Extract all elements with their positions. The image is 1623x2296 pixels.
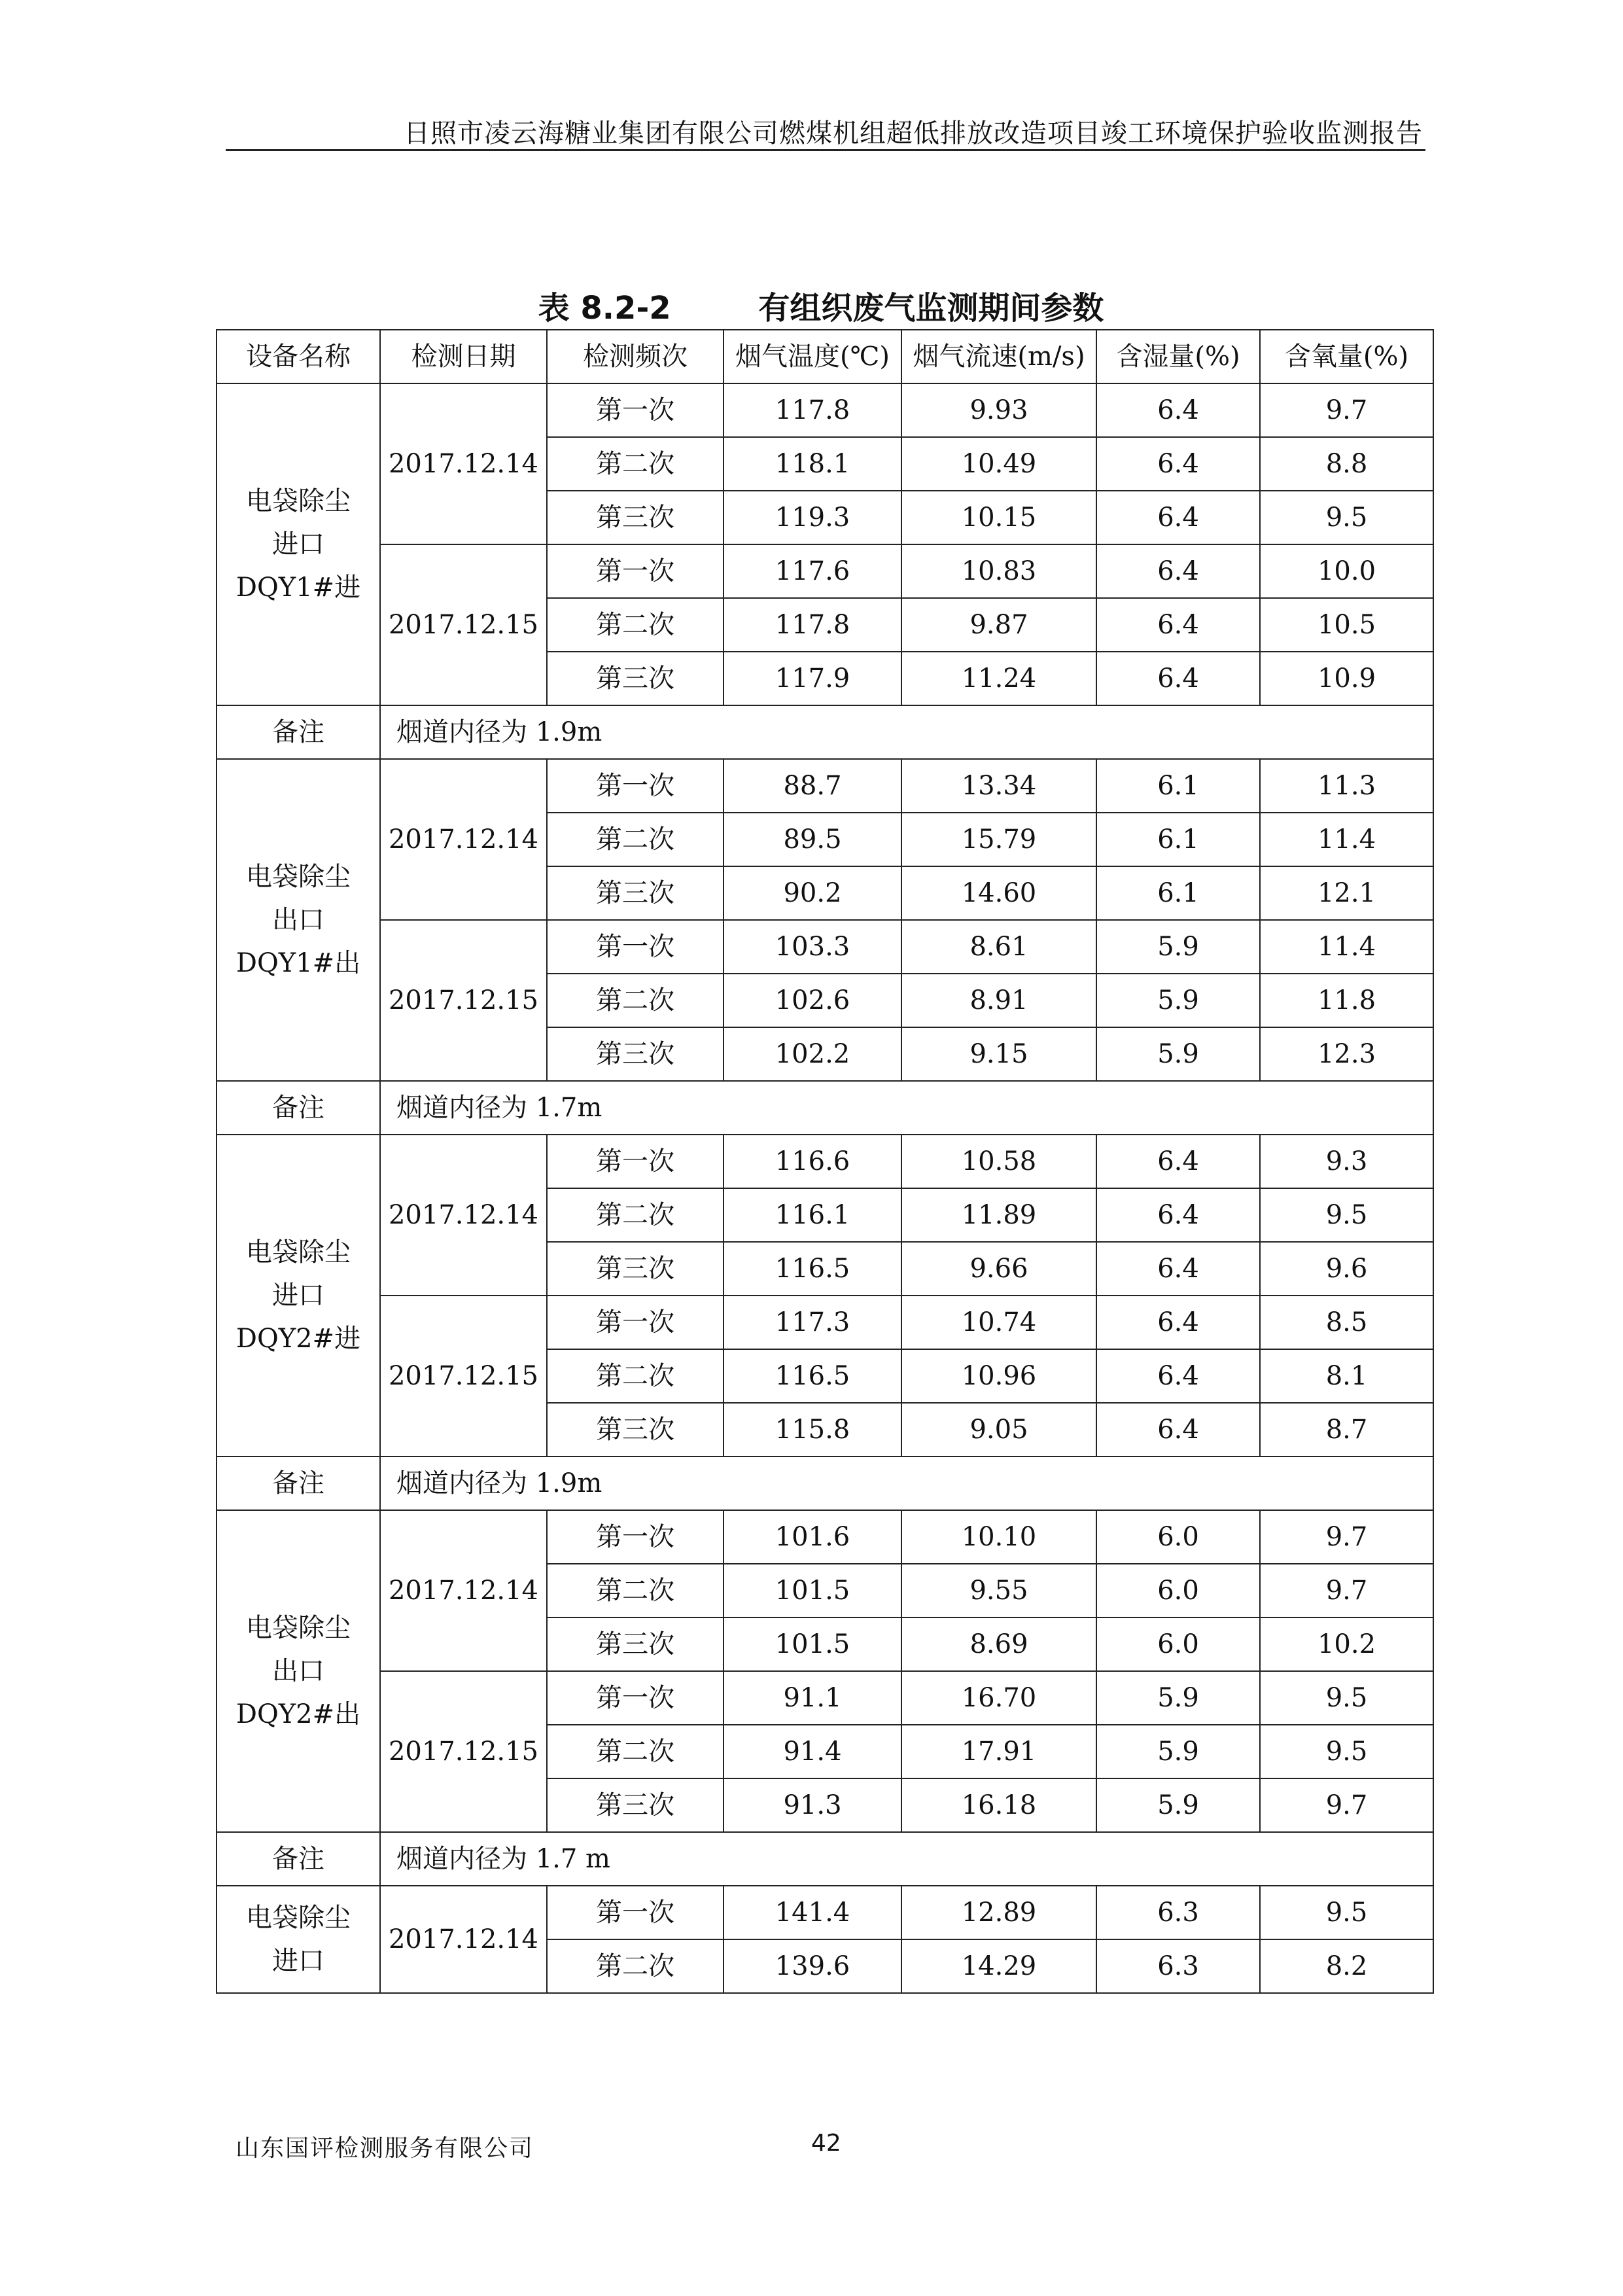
velocity-cell: 15.79 (901, 813, 1096, 866)
column-header: 检测频次 (547, 330, 724, 383)
oxygen-cell: 9.5 (1260, 491, 1433, 544)
equipment-name-cell (217, 759, 380, 1081)
note-label-cell: 备注 (217, 1832, 380, 1886)
temperature-cell: 117.8 (724, 383, 901, 437)
temperature-cell: 116.1 (724, 1188, 901, 1242)
temperature-cell: 90.2 (724, 866, 901, 920)
frequency-cell: 第二次 (547, 1564, 724, 1617)
frequency-cell: 第二次 (547, 974, 724, 1027)
note-text-cell: 烟道内径为 1.9m (380, 705, 1433, 759)
frequency-cell: 第一次 (547, 1886, 724, 1939)
oxygen-cell: 10.5 (1260, 598, 1433, 652)
temperature-cell: 119.3 (724, 491, 901, 544)
frequency-cell: 第二次 (547, 598, 724, 652)
report-header-title: 日照市凌云海糖业集团有限公司燃煤机组超低排放改造项目竣工环境保护验收监测报告 (404, 118, 1423, 149)
velocity-cell: 9.87 (901, 598, 1096, 652)
table-row (217, 1510, 1433, 1564)
frequency-cell: 第三次 (547, 1242, 724, 1296)
velocity-cell: 14.29 (901, 1939, 1096, 1993)
moisture-cell: 6.4 (1096, 1296, 1260, 1349)
table-row (217, 1886, 1433, 1939)
temperature-cell: 118.1 (724, 437, 901, 491)
velocity-cell: 10.58 (901, 1135, 1096, 1188)
temperature-cell: 101.6 (724, 1510, 901, 1564)
velocity-cell: 10.15 (901, 491, 1096, 544)
column-header: 含氧量(%) (1260, 330, 1433, 383)
temperature-cell: 88.7 (724, 759, 901, 813)
temperature-cell: 101.5 (724, 1617, 901, 1671)
equipment-name-line: 进口 (272, 529, 324, 559)
oxygen-cell: 9.7 (1260, 1564, 1433, 1617)
oxygen-cell: 8.1 (1260, 1349, 1433, 1403)
moisture-cell: 5.9 (1096, 920, 1260, 974)
temperature-cell: 117.9 (724, 652, 901, 705)
moisture-cell: 6.1 (1096, 866, 1260, 920)
temperature-cell: 116.5 (724, 1349, 901, 1403)
frequency-cell: 第一次 (547, 1296, 724, 1349)
frequency-cell: 第三次 (547, 1403, 724, 1457)
equipment-name-line: DQY1#进 (236, 573, 361, 603)
oxygen-cell: 9.6 (1260, 1242, 1433, 1296)
table-body (217, 383, 1433, 1993)
temperature-cell: 116.6 (724, 1135, 901, 1188)
moisture-cell: 6.4 (1096, 1242, 1260, 1296)
velocity-cell: 10.83 (901, 544, 1096, 598)
note-label-cell: 备注 (217, 705, 380, 759)
oxygen-cell: 8.7 (1260, 1403, 1433, 1457)
oxygen-cell: 11.4 (1260, 813, 1433, 866)
equipment-name-line: 出口 (272, 905, 324, 935)
oxygen-cell: 12.3 (1260, 1027, 1433, 1081)
velocity-cell: 11.24 (901, 652, 1096, 705)
frequency-cell: 第二次 (547, 813, 724, 866)
oxygen-cell: 12.1 (1260, 866, 1433, 920)
date-cell: 2017.12.15 (380, 920, 547, 1081)
equipment-name-line: DQY2#出 (236, 1699, 361, 1729)
moisture-cell: 5.9 (1096, 1027, 1260, 1081)
note-text-cell: 烟道内径为 1.9m (380, 1457, 1433, 1510)
note-label-cell: 备注 (217, 1457, 380, 1510)
equipment-name-line: 出口 (272, 1656, 324, 1686)
table-row (217, 383, 1433, 437)
temperature-cell: 102.6 (724, 974, 901, 1027)
temperature-cell: 116.5 (724, 1242, 901, 1296)
velocity-cell: 8.69 (901, 1617, 1096, 1671)
flue-gas-parameters-table (216, 329, 1434, 1994)
moisture-cell: 6.4 (1096, 598, 1260, 652)
table-row (217, 920, 1433, 974)
header-row (217, 330, 1433, 383)
velocity-cell: 8.61 (901, 920, 1096, 974)
velocity-cell: 17.91 (901, 1725, 1096, 1778)
oxygen-cell: 11.3 (1260, 759, 1433, 813)
temperature-cell: 117.8 (724, 598, 901, 652)
equipment-name-cell (217, 1510, 380, 1832)
oxygen-cell: 9.7 (1260, 383, 1433, 437)
oxygen-cell: 9.7 (1260, 1778, 1433, 1832)
oxygen-cell: 11.8 (1260, 974, 1433, 1027)
oxygen-cell: 9.3 (1260, 1135, 1433, 1188)
velocity-cell: 10.49 (901, 437, 1096, 491)
frequency-cell: 第三次 (547, 491, 724, 544)
temperature-cell: 117.3 (724, 1296, 901, 1349)
moisture-cell: 6.3 (1096, 1939, 1260, 1993)
temperature-cell: 91.1 (724, 1671, 901, 1725)
date-cell: 2017.12.15 (380, 1296, 547, 1457)
equipment-name-line: 进口 (272, 1946, 324, 1976)
table-row (217, 1671, 1433, 1725)
equipment-name-cell (217, 1886, 380, 1993)
frequency-cell: 第一次 (547, 759, 724, 813)
note-text-cell: 烟道内径为 1.7 m (380, 1832, 1433, 1886)
temperature-cell: 115.8 (724, 1403, 901, 1457)
moisture-cell: 6.1 (1096, 813, 1260, 866)
moisture-cell: 6.0 (1096, 1564, 1260, 1617)
column-header: 烟气温度(℃) (724, 330, 901, 383)
equipment-name-line: 电袋除尘 (246, 1903, 351, 1933)
note-row (217, 1832, 1433, 1886)
velocity-cell: 10.10 (901, 1510, 1096, 1564)
velocity-cell: 10.74 (901, 1296, 1096, 1349)
equipment-name-line: DQY1#出 (236, 948, 361, 978)
moisture-cell: 6.4 (1096, 544, 1260, 598)
moisture-cell: 5.9 (1096, 1725, 1260, 1778)
date-cell: 2017.12.15 (380, 1671, 547, 1832)
table-caption: 表 8.2-2 有组织废气监测期间参数 (538, 290, 1104, 327)
equipment-name-line: 电袋除尘 (246, 862, 351, 892)
temperature-cell: 141.4 (724, 1886, 901, 1939)
moisture-cell: 6.4 (1096, 437, 1260, 491)
temperature-cell: 89.5 (724, 813, 901, 866)
date-cell: 2017.12.14 (380, 1135, 547, 1296)
velocity-cell: 9.05 (901, 1403, 1096, 1457)
frequency-cell: 第一次 (547, 1671, 724, 1725)
velocity-cell: 13.34 (901, 759, 1096, 813)
moisture-cell: 6.4 (1096, 383, 1260, 437)
frequency-cell: 第一次 (547, 920, 724, 974)
frequency-cell: 第三次 (547, 1027, 724, 1081)
oxygen-cell: 8.5 (1260, 1296, 1433, 1349)
temperature-cell: 91.3 (724, 1778, 901, 1832)
date-cell: 2017.12.14 (380, 383, 547, 544)
date-cell: 2017.12.14 (380, 1886, 547, 1993)
moisture-cell: 6.0 (1096, 1617, 1260, 1671)
moisture-cell: 6.1 (1096, 759, 1260, 813)
oxygen-cell: 10.2 (1260, 1617, 1433, 1671)
temperature-cell: 117.6 (724, 544, 901, 598)
equipment-name-cell (217, 383, 380, 705)
moisture-cell: 6.4 (1096, 652, 1260, 705)
note-row (217, 1457, 1433, 1510)
column-header: 设备名称 (217, 330, 380, 383)
velocity-cell: 16.18 (901, 1778, 1096, 1832)
moisture-cell: 6.4 (1096, 1403, 1260, 1457)
table-row (217, 1135, 1433, 1188)
frequency-cell: 第一次 (547, 383, 724, 437)
frequency-cell: 第二次 (547, 1725, 724, 1778)
date-cell: 2017.12.14 (380, 1510, 547, 1671)
moisture-cell: 5.9 (1096, 1778, 1260, 1832)
equipment-name-line: 电袋除尘 (246, 1613, 351, 1643)
header-divider (226, 149, 1425, 151)
frequency-cell: 第三次 (547, 652, 724, 705)
velocity-cell: 9.55 (901, 1564, 1096, 1617)
frequency-cell: 第二次 (547, 1349, 724, 1403)
frequency-cell: 第二次 (547, 437, 724, 491)
equipment-name-line: 电袋除尘 (246, 1237, 351, 1267)
velocity-cell: 9.66 (901, 1242, 1096, 1296)
oxygen-cell: 9.5 (1260, 1886, 1433, 1939)
oxygen-cell: 10.0 (1260, 544, 1433, 598)
temperature-cell: 139.6 (724, 1939, 901, 1993)
moisture-cell: 6.4 (1096, 491, 1260, 544)
table-row (217, 1296, 1433, 1349)
note-text-cell: 烟道内径为 1.7m (380, 1081, 1433, 1135)
footer-company: 山东国评检测服务有限公司 (236, 2135, 534, 2162)
equipment-name-line: DQY2#进 (236, 1324, 361, 1354)
frequency-cell: 第二次 (547, 1939, 724, 1993)
temperature-cell: 102.2 (724, 1027, 901, 1081)
table-row (217, 544, 1433, 598)
frequency-cell: 第二次 (547, 1188, 724, 1242)
moisture-cell: 6.4 (1096, 1188, 1260, 1242)
oxygen-cell: 8.8 (1260, 437, 1433, 491)
velocity-cell: 9.15 (901, 1027, 1096, 1081)
note-row (217, 705, 1433, 759)
column-header: 含湿量(%) (1096, 330, 1260, 383)
table-header (217, 330, 1433, 383)
frequency-cell: 第一次 (547, 1135, 724, 1188)
equipment-name-cell (217, 1135, 380, 1457)
moisture-cell: 5.9 (1096, 1671, 1260, 1725)
moisture-cell: 6.3 (1096, 1886, 1260, 1939)
velocity-cell: 9.93 (901, 383, 1096, 437)
oxygen-cell: 9.5 (1260, 1671, 1433, 1725)
oxygen-cell: 10.9 (1260, 652, 1433, 705)
oxygen-cell: 8.2 (1260, 1939, 1433, 1993)
velocity-cell: 10.96 (901, 1349, 1096, 1403)
velocity-cell: 12.89 (901, 1886, 1096, 1939)
frequency-cell: 第三次 (547, 1778, 724, 1832)
velocity-cell: 11.89 (901, 1188, 1096, 1242)
moisture-cell: 6.0 (1096, 1510, 1260, 1564)
frequency-cell: 第一次 (547, 544, 724, 598)
column-header: 检测日期 (380, 330, 547, 383)
moisture-cell: 6.4 (1096, 1135, 1260, 1188)
page-number: 42 (811, 2130, 841, 2157)
date-cell: 2017.12.15 (380, 544, 547, 705)
temperature-cell: 101.5 (724, 1564, 901, 1617)
oxygen-cell: 9.5 (1260, 1188, 1433, 1242)
frequency-cell: 第一次 (547, 1510, 724, 1564)
frequency-cell: 第三次 (547, 866, 724, 920)
oxygen-cell: 9.5 (1260, 1725, 1433, 1778)
oxygen-cell: 11.4 (1260, 920, 1433, 974)
moisture-cell: 5.9 (1096, 974, 1260, 1027)
note-label-cell: 备注 (217, 1081, 380, 1135)
oxygen-cell: 9.7 (1260, 1510, 1433, 1564)
moisture-cell: 6.4 (1096, 1349, 1260, 1403)
velocity-cell: 16.70 (901, 1671, 1096, 1725)
table-row (217, 759, 1433, 813)
equipment-name-line: 进口 (272, 1280, 324, 1311)
date-cell: 2017.12.14 (380, 759, 547, 920)
temperature-cell: 103.3 (724, 920, 901, 974)
temperature-cell: 91.4 (724, 1725, 901, 1778)
velocity-cell: 14.60 (901, 866, 1096, 920)
frequency-cell: 第三次 (547, 1617, 724, 1671)
velocity-cell: 8.91 (901, 974, 1096, 1027)
note-row (217, 1081, 1433, 1135)
column-header: 烟气流速(m/s) (901, 330, 1096, 383)
equipment-name-line: 电袋除尘 (246, 486, 351, 516)
